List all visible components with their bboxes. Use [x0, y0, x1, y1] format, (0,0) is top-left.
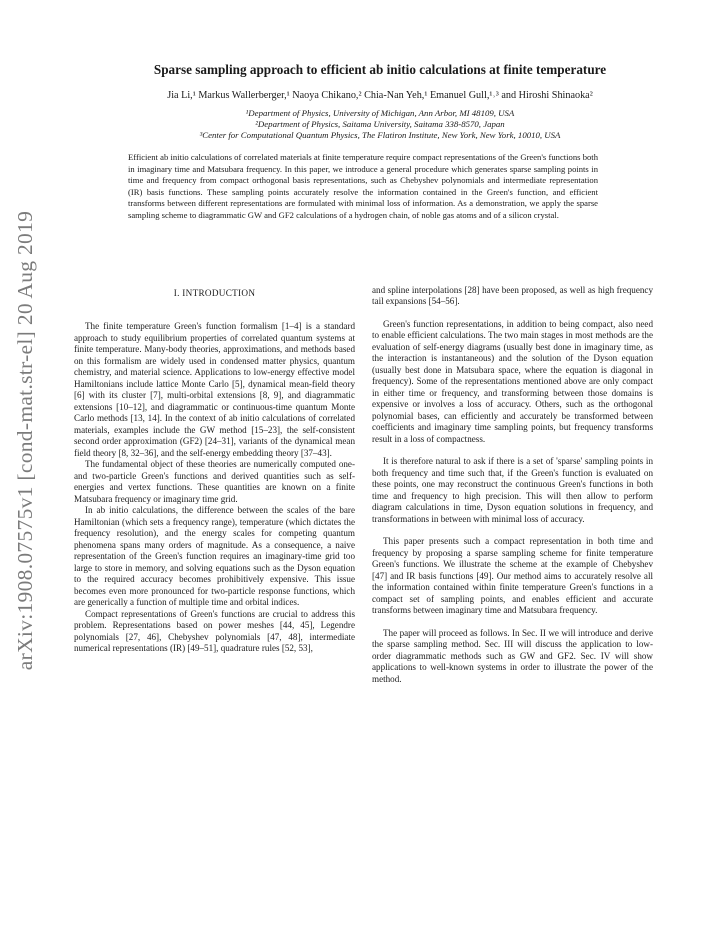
- paragraph: and spline interpolations [28] have been proposed, as well as high frequency tail expansions [54–56].: [372, 285, 653, 307]
- abstract: Efficient ab initio calculations of correlated materials at finite temperature require compact representations of the Green's functions both in imaginary time and Matsubara frequency. In this paper, we introduce a general procedure which generates sparse sampling points in time and frequency from compact orthogonal basis representations, such as Chebyshev polynomials and intermediate representation (IR) basis functions. These sampling points accurately resolve the information contained in the Green's function, and efficient transforms between different representations are formulated with minimal loss of information. As a demonstration, we apply the sparse sampling scheme to diagrammatic GW and GF2 calculations of a hydrogen chain, of noble gas atoms and of a silicon crystal.: [128, 152, 598, 220]
- affiliation-2: ²Department of Physics, Saitama University, Saitama 338-8570, Japan: [255, 119, 505, 129]
- affiliation-3: ³Center for Computational Quantum Physics, The Flatiron Institute, New York, New York, 10010, USA: [199, 130, 561, 140]
- affiliation-1: ¹Department of Physics, University of Michigan, Ann Arbor, MI 48109, USA: [245, 108, 515, 118]
- paper-title: Sparse sampling approach to efficient ab initio calculations at finite temperature: [153, 62, 607, 77]
- arxiv-identifier-text: arXiv:1908.07575v1 [cond-mat.str-el] 20 Aug 2019: [13, 210, 38, 670]
- paragraph: In ab initio calculations, the difference between the scales of the bare Hamiltonian (which sets a frequency range), temperature (which dictates the frequency resolution), and the energy scales for competing quantum phenomena spans many orders of magnitude. As a consequence, a naive representation of the Green's function requires an imaginary-time grid too large to store in memory, and solving equations such as the Dyson equation to the required accuracy becomes prohibitively expensive. This issue becomes even more pronounced for two-particle response functions, which are generically a function of multiple time and orbital indices.: [74, 505, 355, 608]
- paragraph: The fundamental object of these theories are numerically computed one- and two-particle Green's functions and derived quantities such as self-energies and vertex functions. These quantities are known on a finite Matsubara frequency or imaginary time grid.: [74, 459, 355, 504]
- left-column: [74, 285, 355, 655]
- right-column: [372, 285, 653, 685]
- arxiv-identifier-sidebar: [2, 180, 50, 700]
- section-heading-introduction: I. INTRODUCTION: [173, 288, 256, 298]
- paragraph: This paper presents such a compact representation in both time and frequency by proposing a sparse sampling scheme for finite temperature Green's functions. We illustrate the scheme at the example of Chebyshev [47] and IR basis functions [49]. Our method aims to accurately resolve all the information contained within finite temperature Green's functions in a compact set of sampling points, and enables efficient and accurate transforms between imaginary time and Matsubara frequency.: [372, 536, 653, 616]
- paragraph: Green's function representations, in addition to being compact, also need to enable efficient calculations. The two main stages in most methods are the evaluation of self-energy diagrams (usually best done in imaginary time, as the interaction is instantaneous) and the solution of the Dyson equation (usually best done in Matsubara space, where the equation is diagonal in frequency). Some of the representations mentioned above are only compact in either time or frequency, and transforming between those domains is expensive or involves a loss of accuracy. Others, such as the orthogonal polynomial bases, can efficiently and accurately be transformed between coefficients and imaginary time sampling points, but frequency transforms result in a loss of compactness.: [372, 318, 653, 444]
- paragraph: It is therefore natural to ask if there is a set of 'sparse' sampling points in both frequency and time such that, if the Green's function is evaluated on these points, one may reconstruct the continuous Green's functions in both time and frequency to high precision. This will then allow to perform diagram calculations in time, Dyson equation solutions in frequency, and transformations in between with minimal loss of accuracy.: [372, 456, 653, 524]
- author-list: Jia Li,¹ Markus Wallerberger,¹ Naoya Chikano,² Chia-Nan Yeh,¹ Emanuel Gull,¹˒³ and Hiroshi Shinaoka²: [167, 90, 593, 101]
- paragraph: Compact representations of Green's functions are crucial to address this problem. Representations based on power meshes [44, 45], Legendre polynomials [27, 46], Chebyshev polynomials [47, 48], intermediate numerical representations (IR) [49–51], quadrature rules [52, 53],: [74, 608, 355, 654]
- paragraph: The paper will proceed as follows. In Sec. II we will introduce and derive the sparse sampling method. Sec. III will discuss the application to low-order diagrammatic methods such as GW and GF2. Sec. IV will show applications to well-known systems in order to illustrate the power of the method.: [372, 627, 653, 684]
- paragraph: The finite temperature Green's function formalism [1–4] is a standard approach to study equilibrium properties of correlated quantum systems at finite temperature. Many-body theories, approximations, and methods based on this formalism are widely used in condensed matter physics, quantum chemistry, and material science. Applications to low-energy effective model Hamiltonians include lattice Monte Carlo [5], dynamical mean-field theory [6] with its cluster [7], multi-orbital extensions [8, 9], and diagrammatic extensions [10–12], and diagrammatic or continuous-time quantum Monte Carlo methods [13, 14]. In the context of ab initio calculations of correlated materials, examples include the GW method [15–23], the self-consistent second order approximation (GF2) [24–31], variants of the dynamical mean field theory [8, 32–36], and the self-energy embedding theory [37–43].: [74, 321, 355, 458]
